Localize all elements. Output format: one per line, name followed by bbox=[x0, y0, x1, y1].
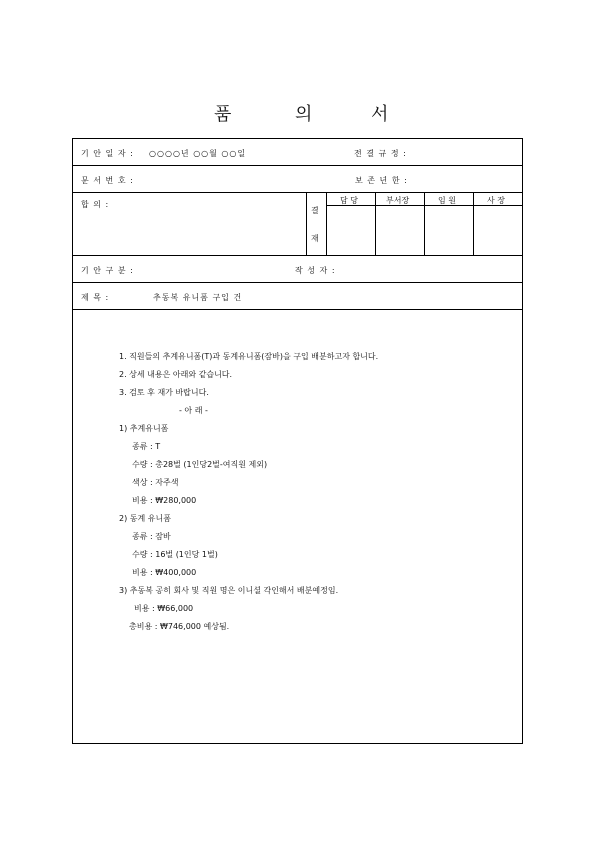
body-line: 비용 : ₩280,000 bbox=[132, 496, 197, 505]
body-line: 3. 검토 후 재가 바랍니다. bbox=[119, 388, 209, 397]
divider bbox=[473, 193, 474, 255]
row-draft-dept bbox=[73, 256, 522, 283]
body-line: 3) 추동복 공히 회사 및 직원 명은 이니셜 각인해서 배분예정임. bbox=[119, 586, 339, 595]
approval-header-president: 사 장 bbox=[487, 196, 505, 205]
body-line: 2. 상세 내용은 아래와 같습니다. bbox=[119, 370, 233, 379]
body-line: 총비용 : ₩746,000 예상됨. bbox=[129, 622, 230, 631]
draft-date-label: 기 안 일 자 : bbox=[81, 149, 134, 158]
subject-label: 제 목 : bbox=[81, 293, 110, 302]
draft-dept-label: 기 안 구 분 : bbox=[81, 266, 134, 275]
divider bbox=[326, 193, 327, 255]
draft-date-value[interactable]: ○○○○년 ○○월 ○○일 bbox=[149, 149, 247, 158]
body-line: 종류 : 잠바 bbox=[132, 532, 171, 541]
body-line: 수량 : 16벌 (1인당 1벌) bbox=[132, 550, 218, 559]
approval-form bbox=[72, 138, 523, 744]
row-doc-number bbox=[73, 166, 522, 193]
document-title bbox=[0, 100, 595, 124]
body-line: 2) 동계 유니폼 bbox=[119, 514, 171, 523]
body-line: 종류 : T bbox=[132, 442, 161, 451]
approval-header-executive: 임 원 bbox=[438, 196, 456, 205]
approval-vertical-2: 재 bbox=[311, 234, 319, 243]
body-line: 색상 : 자주색 bbox=[132, 478, 179, 487]
agreement-label: 합 의 : bbox=[81, 200, 110, 209]
doc-number-label: 문 서 번 호 : bbox=[81, 176, 134, 185]
title-char-1: 품 bbox=[214, 104, 232, 125]
body-line: 1) 추계유니폼 bbox=[119, 424, 169, 433]
retention-label: 보 존 년 한 : bbox=[355, 176, 408, 185]
divider bbox=[306, 193, 307, 255]
divider bbox=[424, 193, 425, 255]
body-line: 비용 : ₩66,000 bbox=[134, 604, 194, 613]
body-line: 1. 직원들의 추계유니폼(T)과 동계유니폼(잠바)을 구입 배분하고자 합니다. bbox=[119, 352, 379, 361]
title-char-2: 의 bbox=[295, 104, 313, 125]
approval-vertical-1: 결 bbox=[311, 206, 319, 215]
row-draft-date bbox=[73, 139, 522, 166]
row-agreement bbox=[73, 193, 522, 256]
title-char-3: 서 bbox=[371, 104, 389, 125]
approval-header-staff: 담 당 bbox=[340, 196, 358, 205]
approval-header-dept-head: 부서장 bbox=[386, 196, 410, 205]
approval-rule-label: 전 결 규 정 : bbox=[354, 149, 407, 158]
row-subject bbox=[73, 283, 522, 310]
subject-value[interactable]: 추동복 유니폼 구입 건 bbox=[153, 293, 243, 302]
body-line: - 아 래 - bbox=[179, 406, 208, 415]
body-line: 수량 : 총28벌 (1인당2벌-여직원 제외) bbox=[132, 460, 268, 469]
divider bbox=[375, 193, 376, 255]
body-line: 비용 : ₩400,000 bbox=[132, 568, 197, 577]
author-label: 작 성 자 : bbox=[295, 266, 336, 275]
